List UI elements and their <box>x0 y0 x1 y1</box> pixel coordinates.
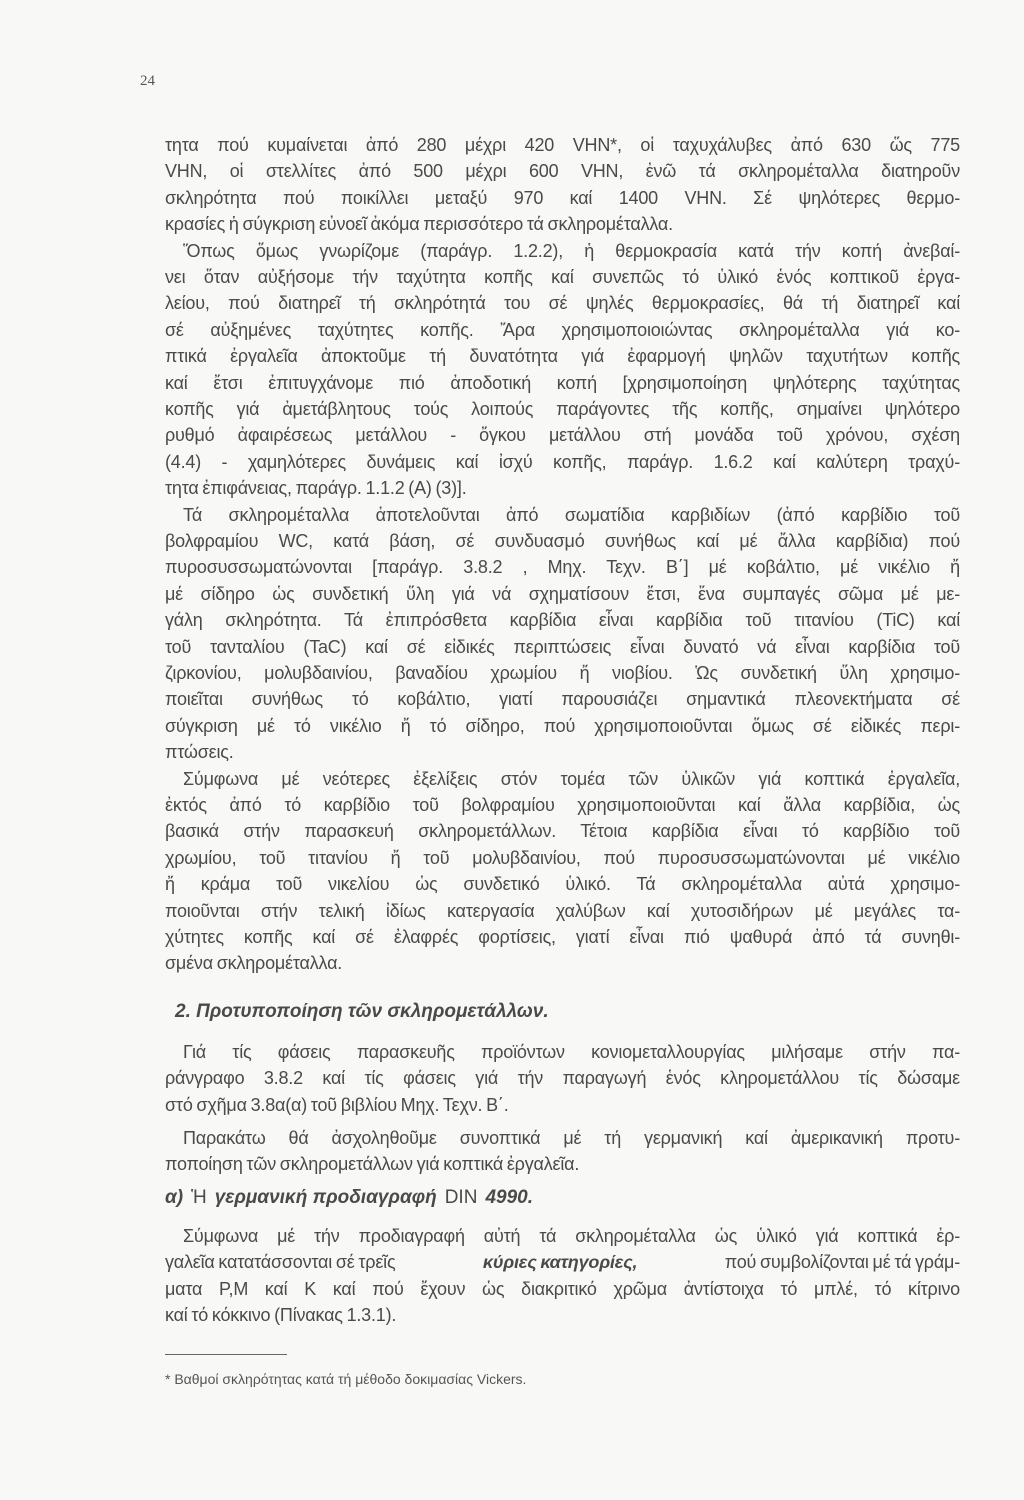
text-line: Σύμφωνα μέ τήν προδιαγραφή αὐτή τά σκληρομέταλλα ὡς ὑλικό γιά κοπτικά ἐρ- <box>183 1226 960 1246</box>
text-line: γάλη σκληρότητα. Τά ἐπιπρόσθετα καρβίδια εἶναι καρβίδια τοῦ τιτανίου (TiC) καί <box>165 610 960 631</box>
text-line: χρωμίου, τοῦ τιτανίου ἤ τοῦ μολυβδαινίου, πού πυροσυσσωματώνονται μέ νικέλιο <box>165 847 960 868</box>
text-line: σκληρότητα πού ποικίλλει μεταξύ 970 καί 1400 VHN. Σέ ψηλότερες θερμο- <box>165 187 960 208</box>
text-line: μέ σίδηρο ὡς συνδετική ὕλη γιά νά σχηματίσουν ἔτσι, ἕνα συμπαγές σῶμα μέ με- <box>165 583 960 604</box>
text-line: σύγκριση μέ τό νικέλιο ἤ τό σίδηρο, πού χρησιμοποιοῦνται ὅμως σέ εἰδικές περι- <box>165 715 960 736</box>
text-line: σέ αὐξημένες ταχύτητες κοπῆς. Ἄρα χρησιμοποιοιώντας σκληρομέταλλα γιά κο- <box>165 319 960 340</box>
subsection-label: α) <box>165 1187 184 1208</box>
text-line: (4.4) - χαμηλότερες δυνάμεις καί ἰσχύ κοπῆς, παράγρ. 1.6.2 καί καλύτερη τραχύ- <box>165 451 960 472</box>
text-line: ποποίηση τῶν σκληρομετάλλων γιά κοπτικά ἐργαλεῖα. <box>165 1154 580 1174</box>
text-line: τητα πού κυμαίνεται ἀπό 280 μέχρι 420 VHN*, οἱ ταχυχάλυβες ἀπό 630 ὥς 775 <box>165 135 960 155</box>
text-segment: πού συμβολίζονται μέ τά γράμ- <box>724 1252 960 1272</box>
text-line: καί ἔτσι ἐπιτυγχάνομε πιό ἀποδοτική κοπή [χρησιμοποίηση ψηλότερης ταχύτητας <box>165 372 960 393</box>
text-line: Ὅπως ὅμως γνωρίζομε (παράγρ. 1.2.2), ἡ θερμοκρασία κατά τήν κοπή ἀνεβαί- <box>183 240 960 261</box>
text-line: ποιοῦνται στήν τελική ἰδίως κατεργασία χαλύβων καί χυτοσιδήρων μέ μεγάλες τα- <box>165 900 960 921</box>
text-line: πτικά ἐργαλεῖα ἀποκτοῦμε τή δυνατότητα γιά ἐφαρμογή ψηλῶν ταχυτήτων κοπῆς <box>165 346 960 367</box>
text-line: ποιεῖται συνήθως τό κοβάλτιο, γιατί παρουσιάζει σημαντικά πλεονεκτήματα σέ <box>165 689 960 710</box>
text-line: Σύμφωνα μέ νεότερες ἐξελίξεις στόν τομέα τῶν ὑλικῶν γιά κοπτικά ἐργαλεῖα, <box>183 768 960 789</box>
text-line: λείου, πού διατηρεῖ τή σκληρότητά του σέ ψηλές θερμοκρασίες, θά τή διατηρεῖ καί <box>165 293 960 314</box>
text-segment: κύριες κατηγορίες, <box>482 1252 638 1272</box>
text-line: Γιά τίς φάσεις παρασκευῆς προϊόντων κονιομεταλλουργίας μιλήσαμε στήν πα- <box>183 1042 960 1062</box>
text-line: στό σχῆμα 3.8α(α) τοῦ βιβλίου Μηχ. Τεχν. Β΄. <box>165 1095 509 1115</box>
text-line: ζιρκονίου, μολυβδαινίου, βαναδίου χρωμίου ἤ νιοβίου. Ὡς συνδετική ὕλη χρησιμο- <box>165 663 960 683</box>
text-line: ἤ κράμα τοῦ νικελίου ὡς συνδετικό ὑλικό. Τά σκληρομέταλλα αὐτά χρησιμο- <box>165 874 960 895</box>
text-line: ματα Ρ,Μ καί Κ καί πού ἔχουν ὡς διακριτικό χρῶμα ἀντίστοιχα τό μπλέ, τό κίτρινο <box>165 1279 960 1299</box>
text-line: Παρακάτω θά ἀσχοληθοῦμε συνοπτικά μέ τή γερμανική καί ἀμερικανική προτυ- <box>183 1128 960 1148</box>
text-line: σμένα σκληρομέταλλα. <box>165 953 343 974</box>
text-line: ράνγραφο 3.8.2 καί τίς φάσεις γιά τήν παραγωγή ἑνός κληρομετάλλου τίς δώσαμε <box>165 1068 960 1088</box>
subsection-standard: DIN <box>444 1187 478 1208</box>
text-line: χύτητες κοπῆς καί σέ ἐλαφρές φορτίσεις, γιατί εἶναι πιό ψαθυρά ἀπό τά συνηθι- <box>165 927 960 947</box>
text-line: τητα ἐπιφάνειας, παράγρ. 1.1.2 (A) (3)]. <box>165 478 467 499</box>
page-number: 24 <box>140 73 155 89</box>
section-heading: 2. Προτυποποίηση τῶν σκληρομετάλλων. <box>175 1001 549 1022</box>
footnote: * Βαθμοί σκληρότητας κατά τή μέθοδο δοκιμασίας Vickers. <box>165 1371 527 1387</box>
text-line: κρασίες ἡ σύγκριση εὐνοεῖ ἀκόμα περισσότερο τά σκληρομέταλλα. <box>165 214 673 235</box>
text-line: ρυθμό ἀφαιρέσεως μετάλλου - ὄγκου μετάλλου στή μονάδα τοῦ χρόνου, σχέση <box>165 425 960 446</box>
text-line: κοπῆς γιά ἀμετάβλητους τούς λοιπούς παράγοντες τῆς κοπῆς, σημαίνει ψηλότερο <box>165 399 960 419</box>
text-line: βασικά στήν παρασκευή σκληρομετάλλων. Τέτοια καρβίδια εἶναι τό καρβίδιο τοῦ <box>165 821 960 842</box>
subsection-heading <box>165 1186 541 1210</box>
text-segment: γαλεῖα κατατάσσονται σέ τρεῖς <box>165 1252 396 1272</box>
subsection-article: Ἡ <box>191 1187 207 1208</box>
text-line: ἐκτός ἀπό τό καρβίδιο τοῦ βολφραμίου χρησιμοποιοῦνται καί ἄλλα καρβίδια, ὡς <box>165 795 960 815</box>
text-line: βολφραμίου WC, κατά βάση, σέ συνδυασμό συνήθως καί μέ ἄλλα καρβίδια) πού <box>165 531 960 551</box>
text-line: τοῦ τανταλίου (TaC) καί σέ εἰδικές περιπτώσεις εἶναι δυνατό νά εἶναι καρβίδια τοῦ <box>165 636 960 657</box>
text-line: Τά σκληρομέταλλα ἀποτελοῦνται ἀπό σωματίδια καρβιδίων (ἀπό καρβίδιο τοῦ <box>183 504 960 525</box>
subsection-title: γερμανική προδιαγραφή <box>214 1187 437 1208</box>
subsection-number: 4990. <box>485 1187 533 1208</box>
text-line: πυροσυσσωματώνονται [παράγρ. 3.8.2 , Μηχ. Τεχν. Β΄] μέ κοβάλτιο, μέ νικέλιο ἤ <box>165 557 960 578</box>
text-line: καί τό κόκκινο (Πίνακας 1.3.1). <box>165 1305 397 1325</box>
text-line: VHN, οἱ στελλίτες ἀπό 500 μέχρι 600 VHN, ἐνῶ τά σκληρομέταλλα διατηροῦν <box>165 161 960 182</box>
text-line: πτώσεις. <box>165 742 234 763</box>
footnote-divider <box>165 1354 287 1355</box>
text-line: νει ὅταν αὐξήσομε τήν ταχύτητα κοπῆς καί συνεπῶς τό ὑλικό ἑνός κοπτικοῦ ἐργα- <box>165 267 960 287</box>
text-line <box>165 1251 960 1273</box>
